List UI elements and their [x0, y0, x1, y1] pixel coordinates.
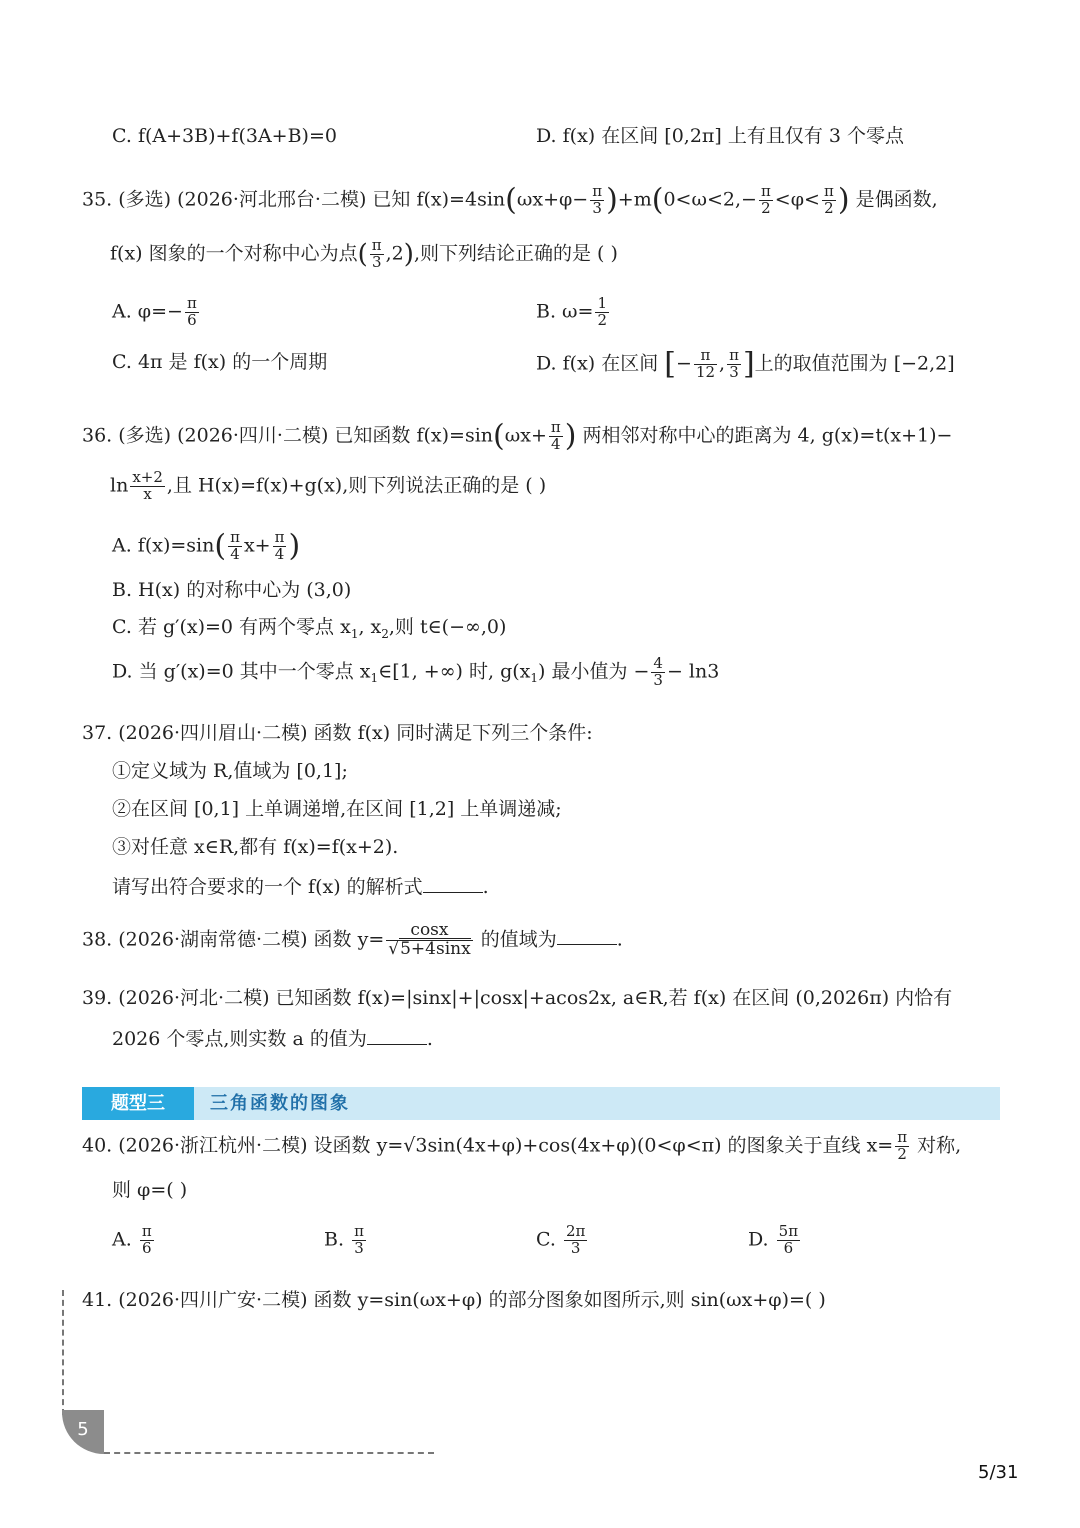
- q37-stem: 37. (2026·四川眉山·二模) 函数 f(x) 同时满足下列三个条件:: [82, 722, 593, 744]
- section-tag: 题型三: [82, 1087, 194, 1120]
- q36-option-d: D. 当 g′(x)=0 其中一个零点 $x_1\in[1$, +∞) 时, $g(x_1)$ 最小值为 − $\frac{4}{3}$ − ln3: [112, 654, 720, 689]
- page-counter: 5/31: [978, 1462, 1019, 1483]
- q40-option-c: C. $\frac{2\pi}{3}$: [536, 1222, 586, 1257]
- q38-stem: 38. (2026·湖南常德·二模) 函数 y= $\frac{\cos x}{√5+4\sin x}$ 的值域为 .: [82, 920, 623, 959]
- dashed-border-horizontal: [104, 1452, 434, 1454]
- q35-stem-line2: f(x) 图象的一个对称中心为点( $\frac{\pi}{3}$ ,2),则下列结论正确的是 ( ): [110, 236, 618, 271]
- answer-blank[interactable]: [367, 1028, 427, 1045]
- q40-stem-line1: 40. (2026·浙江杭州·二模) 设函数 y=√3sin(4x+φ)+cos(4x+φ)(0<φ<π) 的图象关于直线 x= $\frac{\pi}{2}$ 对称,: [82, 1128, 962, 1163]
- q35-option-b: B. ω= $\frac{1}{2}$: [536, 294, 608, 329]
- q35-stem-line1: 35. (多选) (2026·河北邢台·二模) 已知 f(x)=4sin(ωx+φ− $\frac{\pi}{3}$ )+m(0<ω<2,− $\frac{\pi}{2}$ <φ< $\frac{\pi}{2}$ ) 是偶函数,: [82, 182, 938, 218]
- q37-condition-2: ②在区间 [0,1] 上单调递增,在区间 [1,2] 上单调递减;: [112, 798, 562, 820]
- q37-condition-3: ③对任意 x∈R,都有 f(x)=f(x+2).: [112, 836, 399, 858]
- q35-option-c: C. 4π 是 f(x) 的一个周期: [112, 351, 328, 373]
- dashed-border-vertical: [62, 1290, 64, 1415]
- q35-option-d: D. f(x) 在区间 [− $\frac{\pi}{12}$ , $\frac{\pi}{3}$ ]上的取值范围为 [−2,2]: [536, 346, 955, 382]
- q34-option-d: D. f(x) 在区间 [0,2π] 上有且仅有 3 个零点: [536, 125, 905, 147]
- section-header: [82, 1087, 1000, 1120]
- q36-option-c: C. 若 g′(x)=0 有两个零点 $x_1$, $x_2$,则 t∈(−∞,0): [112, 616, 507, 641]
- q36-stem-line1: 36. (多选) (2026·四川·二模) 已知函数 f(x)=sin(ωx+ $\frac{\pi}{4}$ ) 两相邻对称中心的距离为 4, g(x)=t(x+1)−: [82, 418, 953, 454]
- q39-stem-line1: 39. (2026·河北·二模) 已知函数 f(x)=|sinx|+|cosx|+acos2x, a∈R,若 f(x) 在区间 (0,2026π) 内恰有: [82, 987, 953, 1009]
- q40-option-b: B. $\frac{\pi}{3}$: [324, 1222, 364, 1257]
- q34-option-c: C. f(A+3B)+f(3A+B)=0: [112, 125, 337, 147]
- answer-blank[interactable]: [557, 928, 617, 945]
- q36-stem-line2: ln $\frac{x+2}{x}$ ,且 H(x)=f(x)+g(x),则下列说法正确的是 ( ): [110, 468, 547, 503]
- page-number-tab: 5: [62, 1410, 104, 1454]
- q37-condition-1: ①定义域为 R,值域为 [0,1];: [112, 760, 348, 782]
- q39-stem-line2: 2026 个零点,则实数 a 的值为 .: [112, 1028, 433, 1050]
- answer-blank[interactable]: [423, 876, 483, 893]
- q41-stem: 41. (2026·四川广安·二模) 函数 y=sin(ωx+φ) 的部分图象如图所示,则 sin(ωx+φ)=( ): [82, 1289, 826, 1311]
- q35-option-a: A. φ=− $\frac{\pi}{6}$: [112, 294, 197, 329]
- q40-stem-line2: 则 φ=( ): [112, 1179, 188, 1201]
- q36-option-a: A. f(x)=sin( $\frac{\pi}{4}$ x+ $\frac{\pi}{4}$ ): [112, 528, 301, 564]
- section-title: 三角函数的图象: [210, 1093, 350, 1114]
- q37-ask: 请写出符合要求的一个 f(x) 的解析式 .: [112, 876, 489, 898]
- q40-option-a: A. $\frac{\pi}{6}$: [112, 1222, 152, 1257]
- q36-option-b: B. H(x) 的对称中心为 (3,0): [112, 579, 352, 601]
- q40-option-d: D. $\frac{5\pi}{6}$: [748, 1222, 799, 1257]
